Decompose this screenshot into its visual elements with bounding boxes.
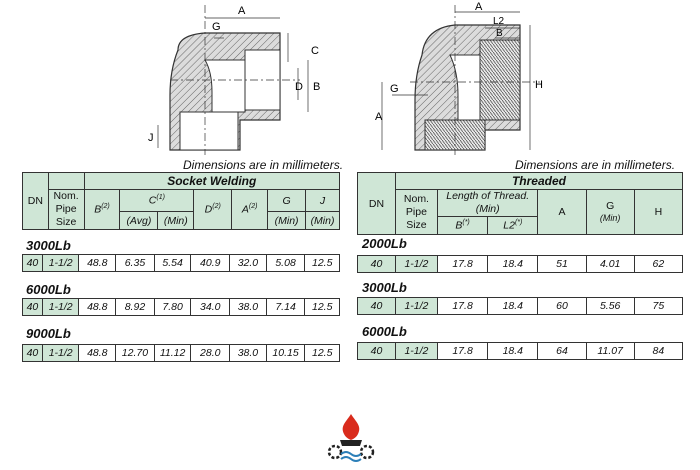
caption-right: Dimensions are in millimeters. — [515, 158, 676, 172]
th-class-2000-label: 2000Lb — [362, 236, 407, 251]
socket-weld-elbow-drawing — [130, 0, 340, 160]
col-b: $B^{(2)}$ — [84, 190, 120, 230]
th-row-6000: 40 1-1/2 17.8 18.4 64 11.07 84 — [357, 342, 683, 360]
th-col-length-of-thread: Length of Thread. (Min) — [437, 190, 537, 217]
socket-welding-title: Socket Welding — [84, 173, 339, 190]
col-c-min: (Min) — [158, 212, 194, 230]
th-col-b: B(*) — [437, 217, 487, 235]
threaded-title: Threaded — [395, 173, 682, 190]
th-col-dn: DN — [358, 173, 396, 235]
th-row-3000: 40 1-1/2 17.8 18.4 60 5.56 75 — [357, 297, 683, 315]
col-a: $A^{(2)}$ — [232, 190, 268, 230]
dim-g-label-right: G — [390, 83, 399, 95]
col-dn: DN — [23, 173, 49, 230]
dim-c-label: C — [311, 45, 319, 57]
col-g-min: (Min) — [268, 212, 306, 230]
threaded-elbow-drawing — [370, 0, 580, 160]
dim-j-label: J — [148, 132, 154, 144]
th-row-2000: 40 1-1/2 17.8 18.4 51 4.01 62 — [357, 255, 683, 273]
dim-a-side-label: A — [375, 111, 383, 123]
sw-class-6000-label: 6000Lb — [26, 282, 71, 297]
th-col-l2: L2(*) — [488, 217, 538, 235]
sw-row-6000: 40 1-1/2 48.8 8.92 7.80 34.0 38.0 7.14 12.5 — [22, 298, 340, 316]
col-j-min: (Min) — [306, 212, 340, 230]
sw-class-3000-label: 3000Lb — [26, 238, 71, 253]
col-c-avg: (Avg) — [120, 212, 158, 230]
th-col-h: H — [634, 190, 682, 235]
dim-a-label: A — [238, 5, 246, 17]
threaded-header-table — [357, 172, 683, 235]
th-class-3000-label: 3000Lb — [362, 280, 407, 295]
th-class-6000-label: 6000Lb — [362, 324, 407, 339]
caption-left: Dimensions are in millimeters. — [183, 158, 344, 172]
th-col-a: A — [538, 190, 586, 235]
sw-row-3000: 40 1-1/2 48.8 6.35 5.54 40.9 32.0 5.08 12.5 — [22, 254, 340, 272]
col-nom-pipe-size: Nom. Pipe Size — [48, 190, 84, 230]
dim-b-label-right: B — [496, 28, 503, 39]
col-g: G — [268, 190, 306, 212]
col-d: $D^{(2)}$ — [194, 190, 232, 230]
sw-row-9000: 40 1-1/2 48.8 12.70 11.12 28.0 38.0 10.15 12.5 — [22, 344, 340, 362]
socket-welding-header-table — [22, 172, 340, 230]
th-col-nom-pipe-size: Nom. Pipe Size — [395, 190, 437, 235]
dim-g-label: G — [212, 21, 221, 33]
dim-a-top-label: A — [475, 1, 483, 13]
th-col-g: G (Min) — [586, 190, 634, 235]
dim-l2-label: L2 — [493, 16, 505, 27]
dim-h-label: H — [535, 79, 543, 91]
col-j: J — [306, 190, 340, 212]
sw-class-9000-label: 9000Lb — [26, 326, 71, 341]
dim-d-label: D — [295, 81, 303, 93]
col-c: $C^{(1)}$ — [120, 190, 194, 212]
dim-b-label: B — [313, 81, 321, 93]
company-logo — [326, 410, 376, 465]
